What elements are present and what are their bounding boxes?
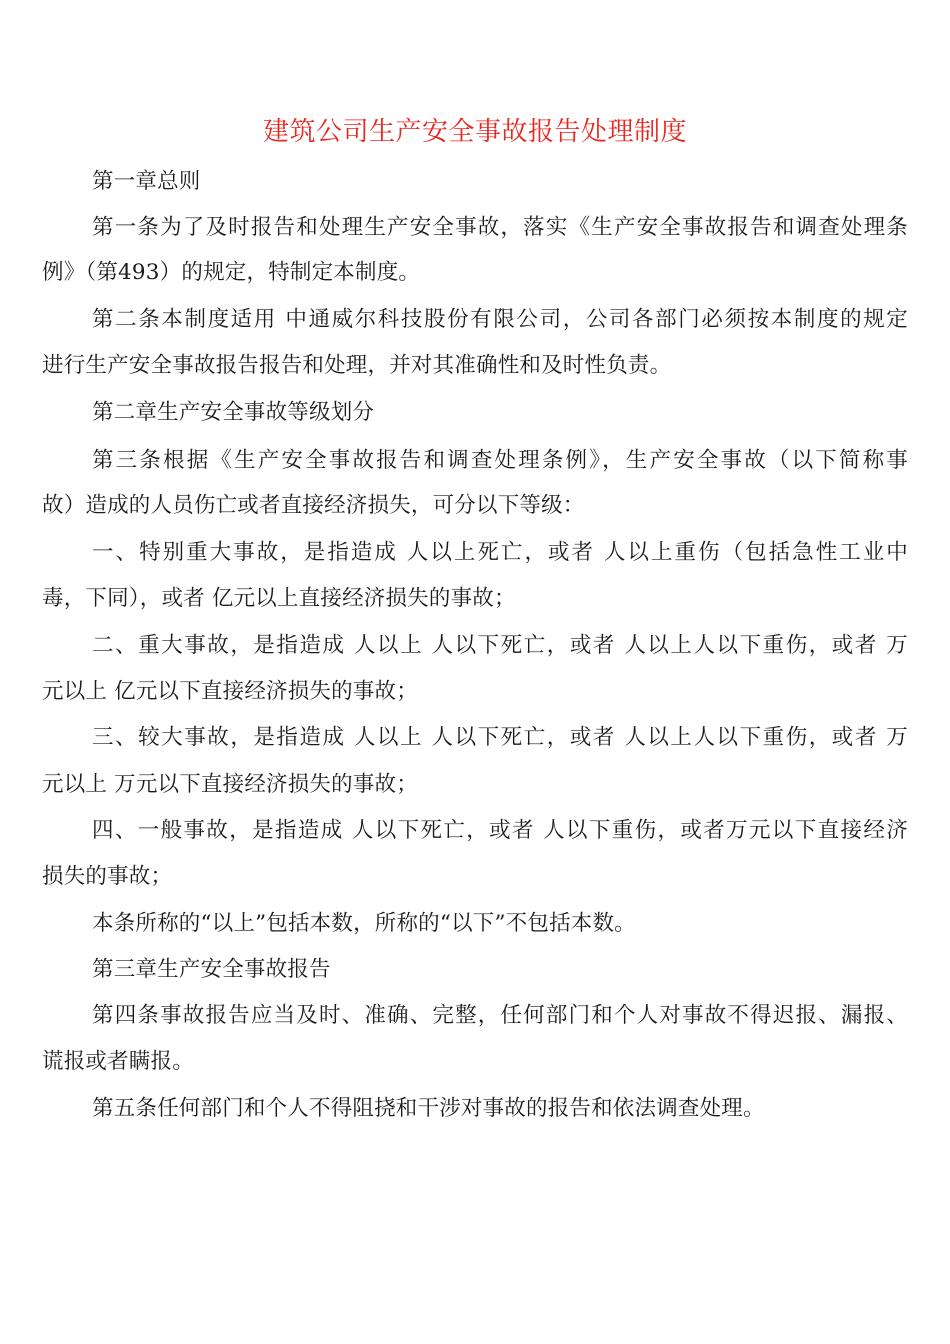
- article-5-line-1: 第五条任何部门和个人不得阻挠和干涉对事故的报告和依法调查处理。: [92, 1096, 765, 1121]
- article-4-line-2: 谎报或者瞒报。: [42, 1049, 194, 1074]
- article-3-line-1: 第三条根据《生产安全事故报告和调查处理条例》，生产安全事故（以下简称事: [92, 448, 908, 473]
- chapter-1-heading: 第一章总则: [92, 169, 201, 194]
- level-1-line-1: 一、特别重大事故，是指造成 人以上死亡，或者 人以上重伤（包括急性工业中: [92, 540, 908, 565]
- article-4-line-1: 第四条事故报告应当及时、准确、完整，任何部门和个人对事故不得迟报、漏报、: [92, 1003, 908, 1028]
- article-2-line-2: 进行生产安全事故报告报告和处理，并对其准确性和及时性负责。: [42, 353, 672, 378]
- definition-note: 本条所称的“以上”包括本数，所称的“以下”不包括本数。: [92, 911, 636, 936]
- chapter-3-heading: 第三章生产安全事故报告: [92, 957, 331, 982]
- level-2-line-1: 二、重大事故，是指造成 人以上 人以下死亡，或者 人以上人以下重伤，或者 万: [92, 633, 908, 658]
- document-title: 建筑公司生产安全事故报告处理制度: [262, 117, 687, 147]
- article-2-line-1: 第二条本制度适用 中通威尔科技股份有限公司，公司各部门必须按本制度的规定: [92, 307, 908, 332]
- article-3-line-2: 故）造成的人员伤亡或者直接经济损失，可分以下等级：: [42, 493, 585, 518]
- article-1-line-2: 例》（第493）的规定，特制定本制度。: [42, 260, 421, 285]
- chapter-2-heading: 第二章生产安全事故等级划分: [92, 400, 375, 425]
- level-4-line-2: 损失的事故；: [42, 864, 173, 889]
- level-3-line-1: 三、较大事故，是指造成 人以上 人以下死亡，或者 人以上人以下重伤，或者 万: [92, 725, 908, 750]
- level-3-line-2: 元以上 万元以下直接经济损失的事故；: [42, 772, 418, 797]
- article-1-line-1: 第一条为了及时报告和处理生产安全事故，落实《生产安全事故报告和调查处理条: [92, 215, 908, 240]
- level-4-line-1: 四、一般事故，是指造成 人以下死亡，或者 人以下重伤，或者万元以下直接经济: [92, 818, 908, 843]
- level-2-line-2: 元以上 亿元以下直接经济损失的事故；: [42, 679, 418, 704]
- level-1-line-2: 毒，下同），或者 亿元以上直接经济损失的事故；: [42, 586, 516, 611]
